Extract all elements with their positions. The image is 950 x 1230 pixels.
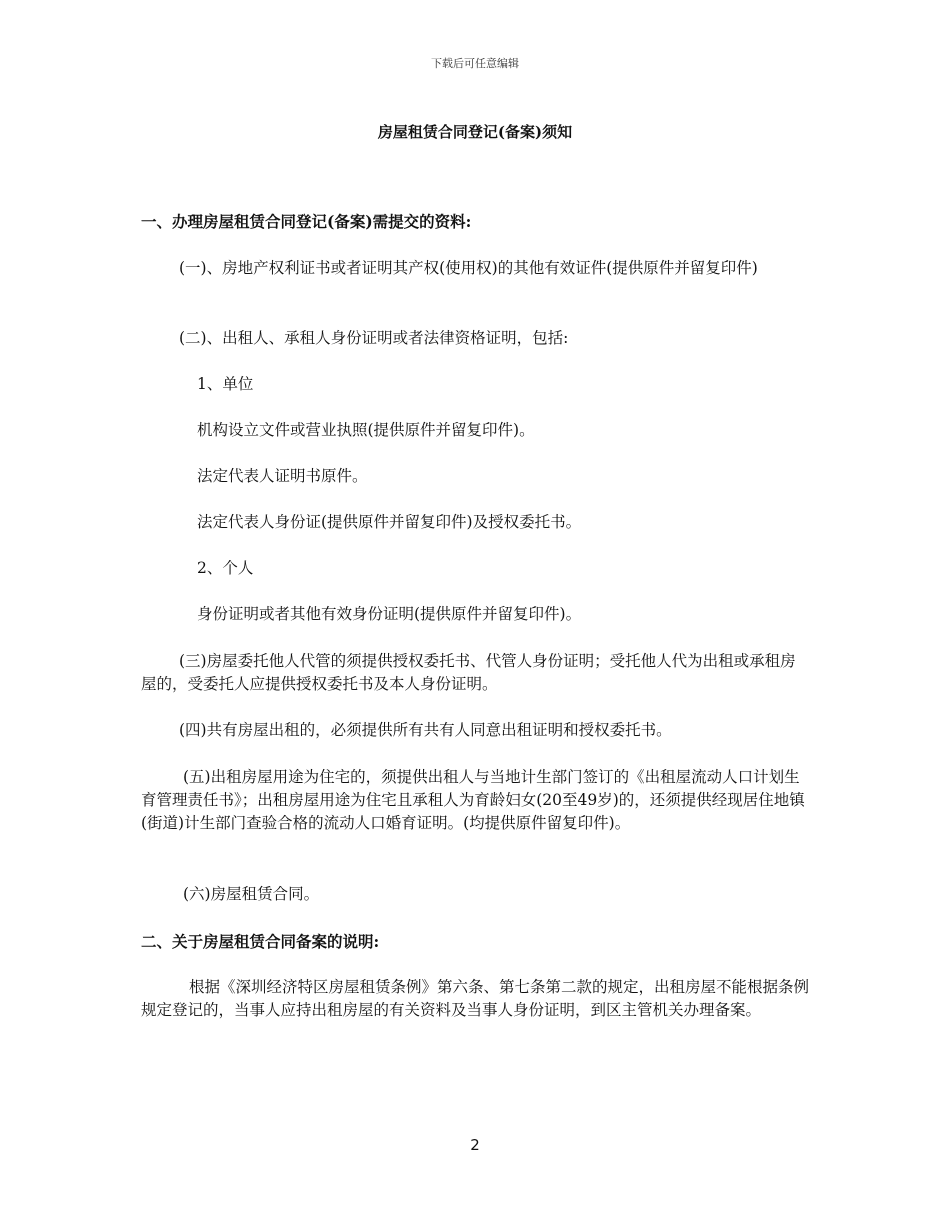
requirement-item-1: (一)、房地产权利证书或者证明其产权(使用权)的其他有效证件(提供原件并留复印件) (179, 259, 758, 277)
unit-doc-3: 法定代表人身份证(提供原件并留复印件)及授权委托书。 (197, 513, 582, 531)
section2-paragraph: 根据《深圳经济特区房屋租赁条例》第六条、第七条第二款的规定，出租房屋不能根据条例规定登记的，当事人应持出租房屋的有关资料及当事人身份证明，到区主管机关办理备案。 (141, 978, 810, 1019)
unit-doc-2: 法定代表人证明书原件。 (197, 467, 368, 485)
unit-doc-1: 机构设立文件或营业执照(提供原件并留复印件)。 (197, 421, 535, 439)
entity-label-unit: 1、单位 (197, 375, 254, 393)
section1-heading: 一、办理房屋租赁合同登记(备案)需提交的资料: (141, 212, 472, 231)
document-title: 房屋租赁合同登记(备案)须知 (377, 123, 573, 141)
requirement-item-6: (六)房屋租赁合同。 (183, 885, 320, 903)
requirement-item-3: (三)房屋委托他人代管的须提供授权委托书、代管人身份证明；受托他人代为出租或承租房屋的，受委托人应提供授权委托书及本人身份证明。 (141, 652, 796, 693)
individual-doc-1: 身份证明或者其他有效身份证明(提供原件并留复印件)。 (197, 605, 582, 623)
header-note: 下载后可任意编辑 (431, 57, 519, 70)
section2-heading: 二、关于房屋租赁合同备案的说明: (141, 932, 380, 951)
requirement-item-4: (四)共有房屋出租的，必须提供所有共有人同意出租证明和授权委托书。 (179, 721, 672, 739)
page-number: 2 (470, 1136, 480, 1154)
requirement-item-2: (二)、出租人、承租人身份证明或者法律资格证明，包括: (179, 329, 569, 347)
requirement-item-5: (五)出租房屋用途为住宅的，须提供出租人与当地计生部门签订的《出租屋流动人口计划生育管理责任书》；出租房屋用途为住宅且承租人为育龄妇女(20至49岁)的，还须提供经现居住地镇(街道)计生部门查验合格的流动人口婚育证明。(均提供原件留复印件)。 (141, 768, 805, 832)
entity-label-individual: 2、个人 (197, 559, 254, 577)
